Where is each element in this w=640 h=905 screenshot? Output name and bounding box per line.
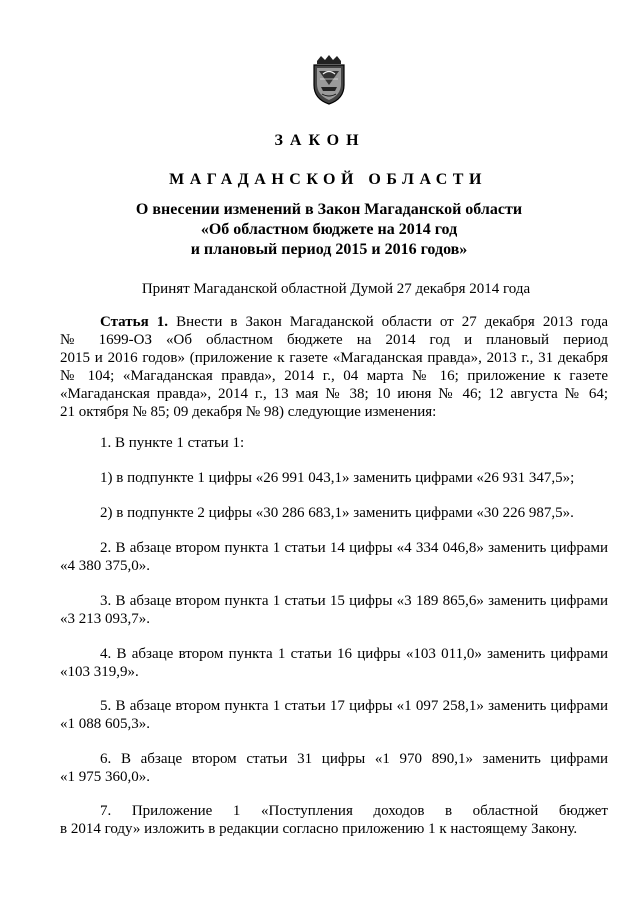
amendment-item (60, 469, 608, 487)
document-region: МАГАДАНСКОЙ ОБЛАСТИ (169, 171, 487, 188)
amendment-line: 1) в подпункте 1 цифры «26 991 043,1» заменить цифрами «26 931 347,5»; (100, 470, 575, 486)
amendment-item (60, 645, 608, 681)
amendment-line: «3 213 093,7». (60, 611, 150, 627)
article-1-line: № 104; «Магаданская правда», 2014 г., 04 марта № 16; приложение к газете (60, 368, 608, 384)
amendment-line: 3. В абзаце втором пункта 1 статьи 15 цифры «3 189 865,6» заменить цифрами (100, 593, 608, 609)
title-line: «Об областном бюджете на 2014 год (200, 221, 458, 238)
amendment-line: «4 380 375,0». (60, 558, 150, 574)
amendment-line: 1. В пункте 1 статьи 1: (100, 435, 245, 451)
amendment-line: 4. В абзаце втором пункта 1 статьи 16 цифры «103 011,0» заменить цифрами (100, 646, 608, 662)
article-1-first-line-text: Внести в Закон Магаданской области от 27 декабря 2013 года (176, 314, 609, 330)
amendment-line: 2. В абзаце втором пункта 1 статьи 14 цифры «4 334 046,8» заменить цифрами (100, 540, 608, 556)
article-1-paragraph (60, 313, 608, 421)
magadan-coat-of-arms-icon (309, 55, 349, 105)
amendment-line: «103 319,9». (60, 664, 139, 680)
article-1-line: 2015 и 2016 годов» (приложение к газете «Магаданская правда», 2013 г., 31 декабря (60, 350, 608, 366)
amendment-item (60, 697, 608, 733)
article-1-line: «Магаданская правда», 2014 г., 13 мая № 38; 10 июня № 46; 12 августа № 64; (60, 386, 608, 402)
amendment-item (60, 434, 608, 452)
adoption-statement: Принят Магаданской областной Думой 27 декабря 2014 года (141, 281, 531, 297)
amendment-line: 2) в подпункте 2 цифры «30 286 683,1» заменить цифрами «30 226 987,5». (100, 505, 574, 521)
article-1-first-line (60, 313, 608, 331)
amendment-item (60, 802, 608, 838)
article-1-line: № 1699-ОЗ «Об областном бюджете на 2014 год и плановый период (60, 332, 608, 348)
amendment-line: 7. Приложение 1 «Поступления доходов в областной бюджет (100, 803, 608, 819)
amendment-line: «1 088 605,3». (60, 716, 150, 732)
amendment-line: 5. В абзаце втором пункта 1 статьи 17 цифры «1 097 258,1» заменить цифрами (100, 698, 608, 714)
amendment-line: в 2014 году» изложить в редакции согласно приложению 1 к настоящему Закону. (60, 821, 578, 837)
title-line: и плановый период 2015 и 2016 годов» (190, 241, 468, 258)
article-1-line: 21 октября № 85; 09 декабря № 98) следующие изменения: (60, 404, 437, 420)
amendment-line: «1 975 360,0». (60, 769, 150, 785)
amendment-item (60, 539, 608, 575)
title-line: О внесении изменений в Закон Магаданской области (135, 201, 523, 218)
document-heading: ЗАКОН (274, 132, 366, 149)
article-1-label: Статья 1. (100, 314, 169, 330)
amendment-line: 6. В абзаце втором статьи 31 цифры «1 970 890,1» заменить цифрами (100, 751, 608, 767)
amendment-item (60, 504, 608, 522)
amendment-item (60, 750, 608, 786)
amendment-item (60, 592, 608, 628)
document-title (0, 200, 640, 260)
